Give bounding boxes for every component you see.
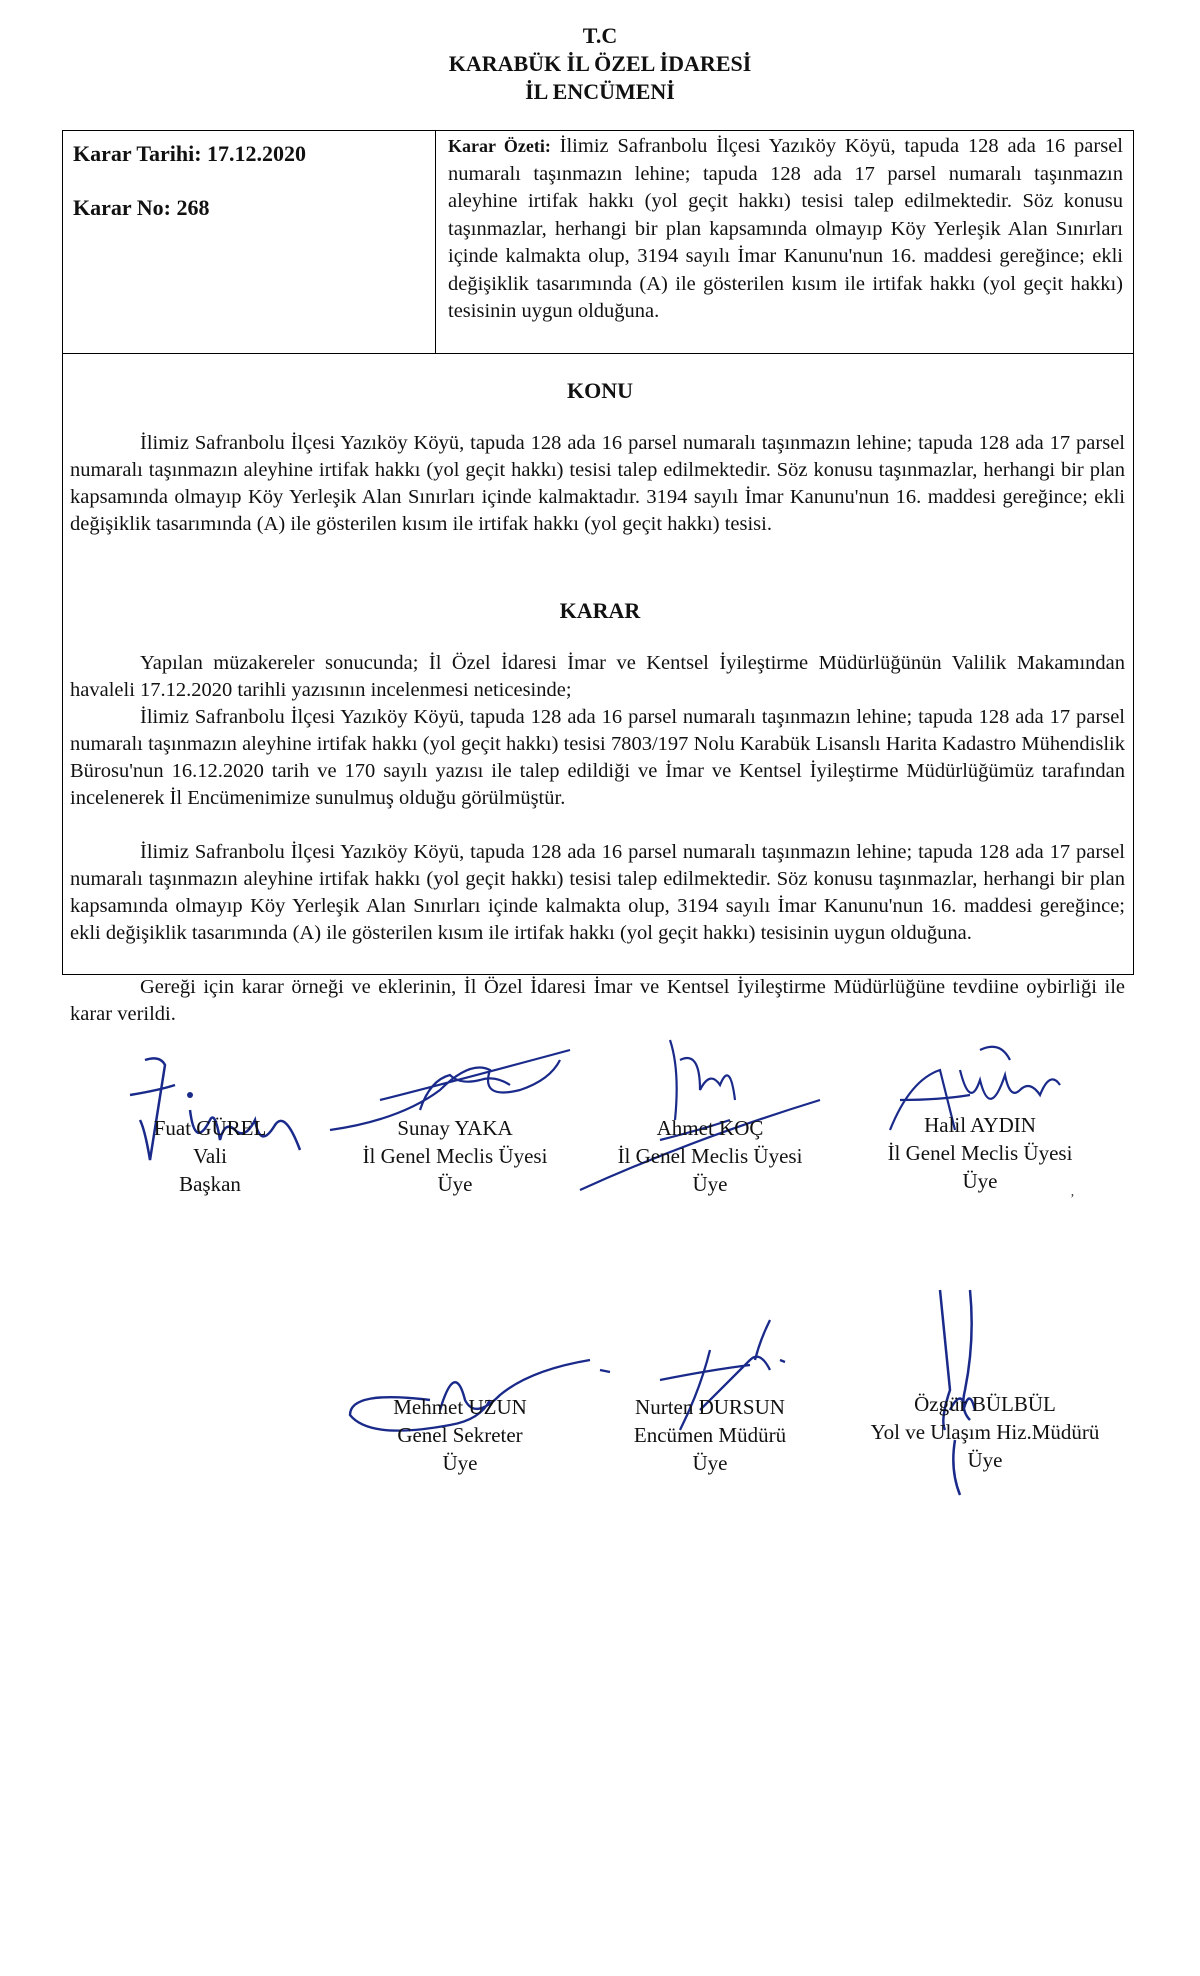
konu-text: İlimiz Safranbolu İlçesi Yazıköy Köyü, tapuda 128 ada 16 parsel numaralı taşınmazın lehine; tapuda 128 ada 17 parsel numaralı taşınmazın aleyhine irtifak hakkı (yol geçit hakkı) tesisi talep edilmektedir. Söz konusu taşınmazlar, herhangi bir plan kapsamında olmayıp Köy Yerleşik Alan Sınırları içinde kalmaktadır. 3194 sayılı İmar Kanunu'nun 16. maddesi gereğince; ekli değişiklik tasarımında (A) ile gösterilen kısım ile irtifak hakkı (yol geçit hakkı) tesisi. xyxy=(70,432,1125,535)
signatory-7 xyxy=(850,1390,1120,1474)
decision-meta xyxy=(63,131,436,353)
signatory-name: Ahmet KOÇ xyxy=(656,1116,764,1140)
signatory-6 xyxy=(590,1393,830,1477)
konu-title: KONU xyxy=(567,378,633,403)
summary-label: Karar Özeti: xyxy=(448,136,551,156)
karar-paragraph-2: İlimiz Safranbolu İlçesi Yazıköy Köyü, tapuda 128 ada 16 parsel numaralı taşınmazın lehine; tapuda 128 ada 17 parsel numaralı taşınmazın aleyhine irtifak hakkı (yol geçit hakkı) tesisi 7803/197 Nolu Karabük Lisanslı Harita Kadastro Mühendislik Bürosu'nun 16.12.2020 tarih ve 170 sayılı yazısı ile talep edildiği ve İmar ve Kentsel İyileştirme Müdürlüğümüz tarafından incelenerek İl Encümenimize sunulmuş olduğu görülmüştür. xyxy=(70,706,1125,809)
signatory-title: İl Genel Meclis Üyesi xyxy=(362,1144,548,1168)
decision-summary xyxy=(436,131,1133,353)
signatory-5 xyxy=(340,1393,580,1477)
header-line-tc: T.C xyxy=(582,23,618,48)
signatory-title: Vali xyxy=(193,1144,227,1168)
signatory-3 xyxy=(590,1114,830,1198)
signatory-title: Yol ve Ulaşım Hiz.Müdürü xyxy=(870,1420,1100,1444)
signatory-name: Halil AYDIN xyxy=(924,1113,1036,1137)
signatory-4 xyxy=(860,1111,1100,1195)
signatory-title: Genel Sekreter xyxy=(397,1423,523,1447)
decision-number: Karar No: 268 xyxy=(73,195,210,220)
small-mark: ʼ xyxy=(1070,1192,1075,1207)
signatory-role: Başkan xyxy=(179,1172,241,1196)
signatory-role: Üye xyxy=(967,1448,1003,1472)
signatory-role: Üye xyxy=(692,1172,728,1196)
signatory-role: Üye xyxy=(692,1451,728,1475)
decision-date: Karar Tarihi: 17.12.2020 xyxy=(73,141,307,166)
signatory-title: İl Genel Meclis Üyesi xyxy=(887,1141,1073,1165)
signatory-role: Üye xyxy=(442,1451,478,1475)
summary-text: İlimiz Safranbolu İlçesi Yazıköy Köyü, tapuda 128 ada 16 parsel numaralı taşınmazın lehine; tapuda 128 ada 17 parsel numaralı taşınmazın aleyhine irtifak hakkı (yol geçit hakkı) tesisi talep edilmektedir. Söz konusu taşınmazlar, herhangi bir plan kapsamında olmayıp Köy Yerleşik Alan Sınırları içinde kalmakta olup, 3194 sayılı İmar Kanunu'nun 16. maddesi gereğince; ekli değişiklik tasarımında (A) ile gösterilen kısım ile irtifak hakkı (yol geçit hakkı) tesisinin uygun olduğuna. xyxy=(448,135,1123,322)
signatory-name: Nurten DURSUN xyxy=(635,1395,785,1419)
header-line-institution: KARABÜK İL ÖZEL İDARESİ xyxy=(448,51,752,76)
signatory-title: Encümen Müdürü xyxy=(633,1423,787,1447)
signatory-role: Üye xyxy=(437,1172,473,1196)
karar-paragraph-3: İlimiz Safranbolu İlçesi Yazıköy Köyü, tapuda 128 ada 16 parsel numaralı taşınmazın lehine; tapuda 128 ada 17 parsel numaralı taşınmazın aleyhine irtifak hakkı (yol geçit hakkı) tesisi talep edilmektedir. Söz konusu taşınmazlar, herhangi bir plan kapsamında olmayıp Köy Yerleşik Alan Sınırları içinde kalmakta olup, 3194 sayılı İmar Kanunu'nun 16. maddesi gereğince; ekli değişiklik tasarımında (A) ile gösterilen kısım ile irtifak hakkı (yol geçit hakkı) tesisinin uygun olduğuna. xyxy=(70,841,1125,944)
signatory-name: Fuat GÜREL xyxy=(153,1116,267,1140)
signatory-role: Üye xyxy=(962,1169,998,1193)
signatory-name: Sunay YAKA xyxy=(397,1116,513,1140)
signatory-1 xyxy=(120,1114,300,1198)
document-header xyxy=(0,22,1200,106)
header-line-council: İL ENCÜMENİ xyxy=(525,79,675,104)
signatory-2 xyxy=(335,1114,575,1198)
karar-paragraph-1: Yapılan müzakereler sonucunda; İl Özel İdaresi İmar ve Kentsel İyileştirme Müdürlüğünün Valilik Makamından havaleli 17.12.2020 tarihli yazısının incelenmesi neticesinde; xyxy=(70,652,1125,701)
signatory-name: Mehmet UZUN xyxy=(393,1395,527,1419)
signatory-title: İl Genel Meclis Üyesi xyxy=(617,1144,803,1168)
karar-title: KARAR xyxy=(559,598,641,623)
karar-paragraph-4: Gereği için karar örneği ve eklerinin, İl Özel İdaresi İmar ve Kentsel İyileştirme Müdürlüğüne tevdiine oybirliği ile karar verildi. xyxy=(70,976,1125,1025)
signatory-name: Özgür BÜLBÜL xyxy=(914,1392,1056,1416)
